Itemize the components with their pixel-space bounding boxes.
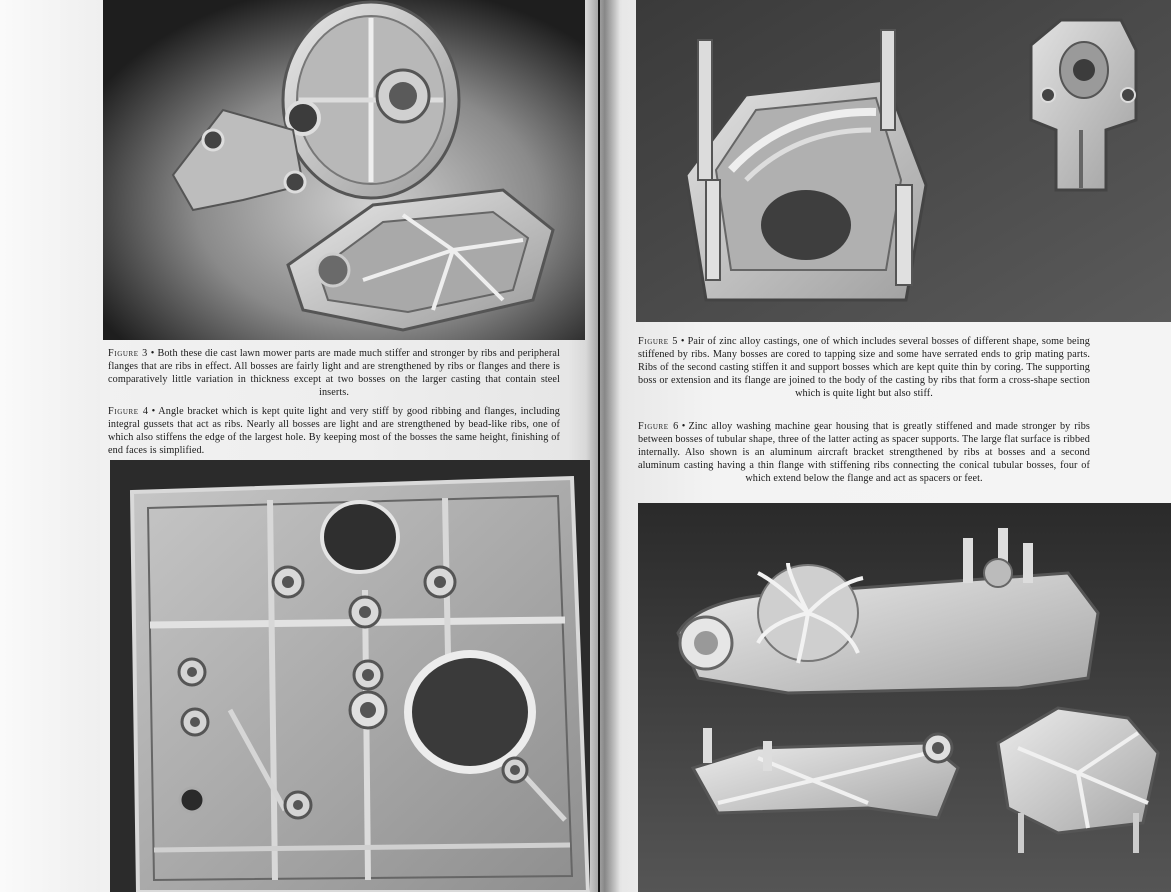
- figure-5-label: Figure 5: [638, 336, 678, 347]
- figure-4-separator: •: [151, 406, 156, 417]
- figure-3-caption: [108, 347, 560, 399]
- figure-3-separator: •: [150, 348, 155, 359]
- figure-5-text: Pair of zinc alloy castings, one of which includes several bosses of different shape, some being stiffened by ribs. Many bosses are cored to tapping size and some have serrated ends to grip mating parts. Ribs of the second casting stiffen it and support bosses which are kept quite thin by coring. The supporting boss or extension and its flange are joined to the body of the casting by ribs that form a cross-shape section which is quite light but also stiff.: [638, 336, 1090, 399]
- figure-5-photo: [636, 0, 1171, 322]
- left-page-margin: [0, 0, 100, 892]
- figure-4-text: Angle bracket which is kept quite light and very stiff by good ribbing and flanges, including integral gussets that act as ribs. Nearly all bosses are light and are strengthened by bead-like ribs, one of which also stiffens the edge of the largest hole. By keeping most of the bosses the same height, finishing of end faces is simplified.: [108, 406, 560, 456]
- figure-4-caption: [108, 405, 560, 457]
- figure-6-photo: [638, 503, 1171, 892]
- figure-6-separator: •: [681, 421, 686, 432]
- figure-6-text: Zinc alloy washing machine gear housing that is greatly stiffened and made stronger by ribs between bosses of tubular shape, three of the latter acting as spacer supports. The large flat surface is ribbed internally. Also shown is an aluminum aircraft bracket strengthened by ribs at bosses and a second aluminum casting having a thin flange with stiffening ribs connecting the conical tubular bosses, four of which extend below the flange and act as spacers or feet.: [638, 421, 1090, 484]
- figure-3-label: Figure 3: [108, 348, 148, 359]
- figure-5-caption: [638, 335, 1090, 400]
- book-gutter: [586, 0, 620, 892]
- figure-4-photo: [110, 460, 590, 892]
- figure-6-label: Figure 6: [638, 421, 679, 432]
- figure-3-text: Both these die cast lawn mower parts are made much stiffer and stronger by ribs and peripheral flanges that are ribs in effect. All bosses are fairly light and are strengthened by ribs or flanges and there is comparatively little variation in thickness except at two bosses on the larger casting that contain steel inserts.: [108, 348, 560, 398]
- figure-5-separator: •: [680, 336, 685, 347]
- figure-3-photo: [103, 0, 585, 340]
- figure-4-label: Figure 4: [108, 406, 149, 417]
- figure-6-caption: [638, 420, 1090, 485]
